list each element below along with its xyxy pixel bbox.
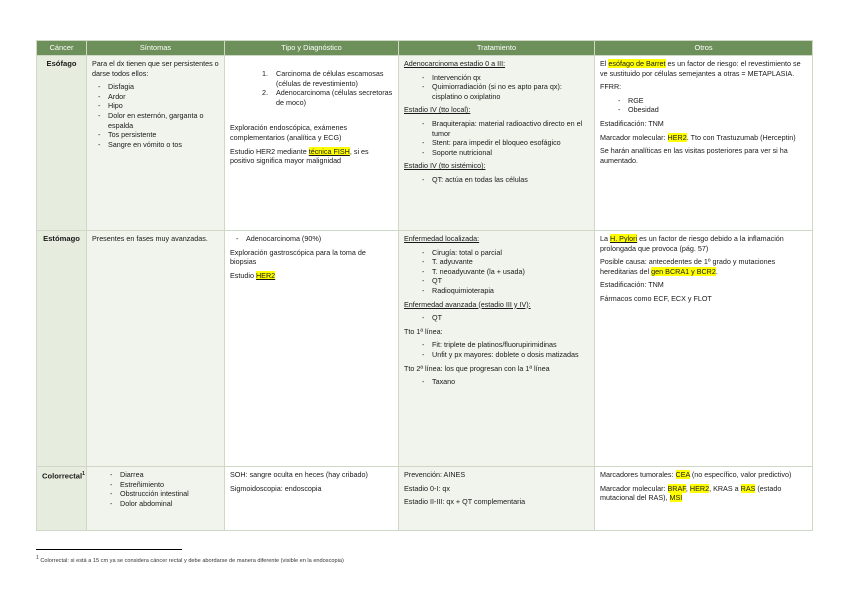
list-item: - Braquiterapia: material radioactivo directo en el tumor	[404, 119, 589, 138]
ffrr-label: FFRR:	[600, 82, 622, 92]
list-item: - Taxano	[404, 377, 589, 387]
list-item: - Cirugía: total o parcial	[404, 248, 589, 258]
text-span: Posible causa: antecedentes de 1º grado y mutaciones hereditarias del	[600, 257, 776, 276]
trat-list	[404, 377, 589, 387]
highlight: MSI	[669, 493, 683, 503]
footnote	[36, 555, 344, 564]
list-item: - Dolor en esternón, garganta o espalda	[92, 111, 219, 130]
text-span: Marcadores tumorales:	[600, 470, 676, 479]
diag-text	[230, 271, 393, 281]
row-esofago	[37, 56, 813, 231]
highlight: CEA	[675, 470, 690, 479]
list-item: - Stent: para impedir el bloqueo esofágico	[404, 138, 589, 148]
header-cancer: Cáncer	[37, 41, 87, 56]
footnote-number: 1	[36, 555, 39, 561]
tratamiento-colorrectal	[399, 467, 595, 531]
list-item: 1. Carcinoma de células escamosas (células de revestimiento)	[270, 69, 393, 88]
text-span: La	[600, 234, 610, 243]
list-item: - Intervención qx	[404, 73, 589, 83]
text-span: , si es positivo significa mayor malignidad	[230, 146, 369, 166]
footnote-separator	[36, 549, 182, 550]
header-tipo: Tipo y Diagnóstico	[225, 41, 399, 56]
list-item: - Sangre en vómito o tos	[92, 140, 219, 150]
sintomas-text: Presentes en fases muy avanzadas.	[92, 234, 208, 243]
diagnostico-colorrectal	[225, 467, 399, 531]
ffrr-list	[600, 96, 807, 115]
list-item: - T. adyuvante	[404, 257, 589, 267]
tratamiento-esofago	[399, 56, 595, 231]
trat-list	[404, 340, 589, 359]
trat-heading: Enfermedad localizada:	[404, 234, 480, 243]
list-item: - Obesidad	[600, 105, 807, 115]
diag-text: Sigmoidoscopia: endoscopia	[230, 483, 322, 493]
highlight: H. Pylori	[610, 234, 638, 243]
text-span: (no específico, valor predictivo)	[689, 470, 792, 479]
footnote-ref[interactable]: 1	[82, 471, 85, 477]
sintomas-list	[92, 470, 219, 508]
sintomas-esofago	[87, 56, 225, 231]
cancer-table	[36, 40, 813, 531]
highlight: técnica FISH	[308, 146, 350, 156]
otros-estomago	[595, 231, 813, 467]
trat-text: Estadio II-III: qx + QT complementaria	[404, 497, 526, 507]
sintomas-colorrectal	[87, 467, 225, 531]
list-item: - Fit: triplete de platinos/fluorupirimidinas	[404, 340, 589, 350]
trat-list	[404, 248, 589, 296]
diag-text: SOH: sangre oculta en heces (hay cribado)	[230, 470, 368, 479]
text-span: Marcador molecular:	[600, 132, 668, 142]
row-estomago	[37, 231, 813, 467]
text-span: es un factor de riesgo: el revestimiento se ve sustituido por células semejantes a otras = METAPLASIA.	[600, 59, 801, 78]
tipos-list	[230, 234, 393, 244]
diag-text	[230, 147, 393, 166]
sintomas-list	[92, 82, 219, 149]
list-item: - Diarrea	[92, 470, 219, 480]
list-item: - Obstrucción intestinal	[92, 489, 219, 499]
text-span: El	[600, 59, 609, 68]
text-span: (estado mutacional del RAS),	[600, 483, 782, 503]
header-tratamiento: Tratamiento	[399, 41, 595, 56]
trat-heading: Enfermedad avanzada (estadio III y IV):	[404, 299, 531, 309]
list-item: - QT	[404, 313, 589, 323]
sintomas-estomago	[87, 231, 225, 467]
text-span: Estudio	[230, 270, 256, 280]
text-span: es un factor de riesgo debido a la inflamación prolongada que provoca (pág. 57)	[600, 234, 784, 253]
otros-text: Estadificación: TNM	[600, 280, 664, 290]
cancer-estomago: Estómago	[37, 231, 87, 467]
header-otros: Otros	[595, 41, 813, 56]
list-item: - Hipo	[92, 101, 219, 111]
trat-list	[404, 73, 589, 102]
row-colorrectal	[37, 467, 813, 531]
otros-colorrectal	[595, 467, 813, 531]
list-item: - Soporte nutricional	[404, 148, 589, 158]
list-item: - Unfit y px mayores: doblete o dosis matizadas	[404, 350, 589, 360]
diag-text: Exploración endoscópica, exámenes complementarios (analítica y ECG)	[230, 123, 348, 142]
text-span: ,	[685, 483, 690, 493]
list-item: - QT: actúa en todas las células	[404, 175, 589, 185]
trat-text: Estadio 0-I: qx	[404, 483, 450, 493]
text-span: Marcador molecular:	[600, 483, 668, 493]
footnote-text: Colorrectal: si está a 15 cm ya se considera cáncer rectal y debe abordarse de manera diferente (visible en la endoscopia)	[38, 557, 344, 564]
cancer-name: Colorrectal	[42, 471, 83, 481]
otros-text: Se harán analíticas en las visitas posteriores para ver si ha aumentado.	[600, 146, 788, 165]
highlight: gen BCRA1 y BCR2	[651, 266, 716, 276]
text-span: , KRAS a	[709, 483, 741, 493]
tipos-list	[230, 69, 393, 107]
otros-text	[600, 133, 807, 143]
tratamiento-estomago	[399, 231, 595, 467]
highlight: BRAF	[667, 483, 686, 493]
cancer-colorrectal	[37, 467, 87, 531]
highlight: RAS	[740, 483, 756, 493]
otros-esofago	[595, 56, 813, 231]
list-item: - T. neoadyuvante (la + usada)	[404, 267, 589, 277]
diagnostico-estomago	[225, 231, 399, 467]
list-item: - RGE	[600, 96, 807, 106]
list-item: - Adenocarcinoma (90%)	[230, 234, 393, 244]
header-sintomas: Síntomas	[87, 41, 225, 56]
trat-heading: Adenocarcinoma estadio 0 a III:	[404, 59, 506, 68]
diagnostico-esofago	[225, 56, 399, 231]
trat-heading: Tto 2ª línea: los que progresan con la 1ª línea	[404, 363, 550, 373]
trat-list	[404, 119, 589, 157]
text-span: . Tto con Trastuzumab (Herceptin)	[686, 132, 796, 142]
highlight: HER2	[667, 132, 687, 142]
trat-text: Prevención: AINES	[404, 470, 466, 479]
diag-text: Exploración gastroscópica para la toma de biopsias	[230, 247, 366, 267]
otros-text: Fármacos como ECF, ECX y FLOT	[600, 293, 712, 303]
otros-text	[600, 234, 807, 253]
list-item: - Disfagia	[92, 82, 219, 92]
trat-list	[404, 175, 589, 185]
trat-heading: Tto 1ª línea:	[404, 326, 443, 336]
list-item: - Estreñimiento	[92, 480, 219, 490]
otros-text	[600, 470, 807, 480]
otros-text: Estadificación: TNM	[600, 118, 664, 128]
text-span: .	[715, 266, 718, 276]
otros-text	[600, 484, 807, 503]
highlight: HER2	[255, 270, 276, 280]
highlight: esófago de Barret	[608, 59, 666, 68]
list-item: - QT	[404, 276, 589, 286]
otros-text	[600, 59, 807, 78]
header-row	[37, 41, 813, 56]
trat-list	[404, 313, 589, 323]
list-item: - Dolor abdominal	[92, 499, 219, 509]
list-item: - Radioquimioterapia	[404, 286, 589, 296]
trat-heading: Estadio IV (tto local):	[404, 105, 471, 115]
cancer-esofago: Esófago	[37, 56, 87, 231]
otros-text	[600, 257, 807, 276]
list-item: - Quimiorradiación (si no es apto para qx): cisplatino o oxiplatino	[404, 82, 589, 101]
trat-heading: Estadio IV (tto sistémico):	[404, 161, 486, 171]
list-item: - Ardor	[92, 92, 219, 102]
list-item: - Tos persistente	[92, 130, 219, 140]
sintomas-intro: Para el dx tienen que ser persistentes o darse todos ellos:	[92, 59, 219, 78]
highlight: HER2	[689, 483, 710, 493]
text-span: Estudio HER2 mediante	[230, 146, 309, 156]
list-item: 2. Adenocarcinoma (células secretoras de moco)	[270, 88, 393, 107]
